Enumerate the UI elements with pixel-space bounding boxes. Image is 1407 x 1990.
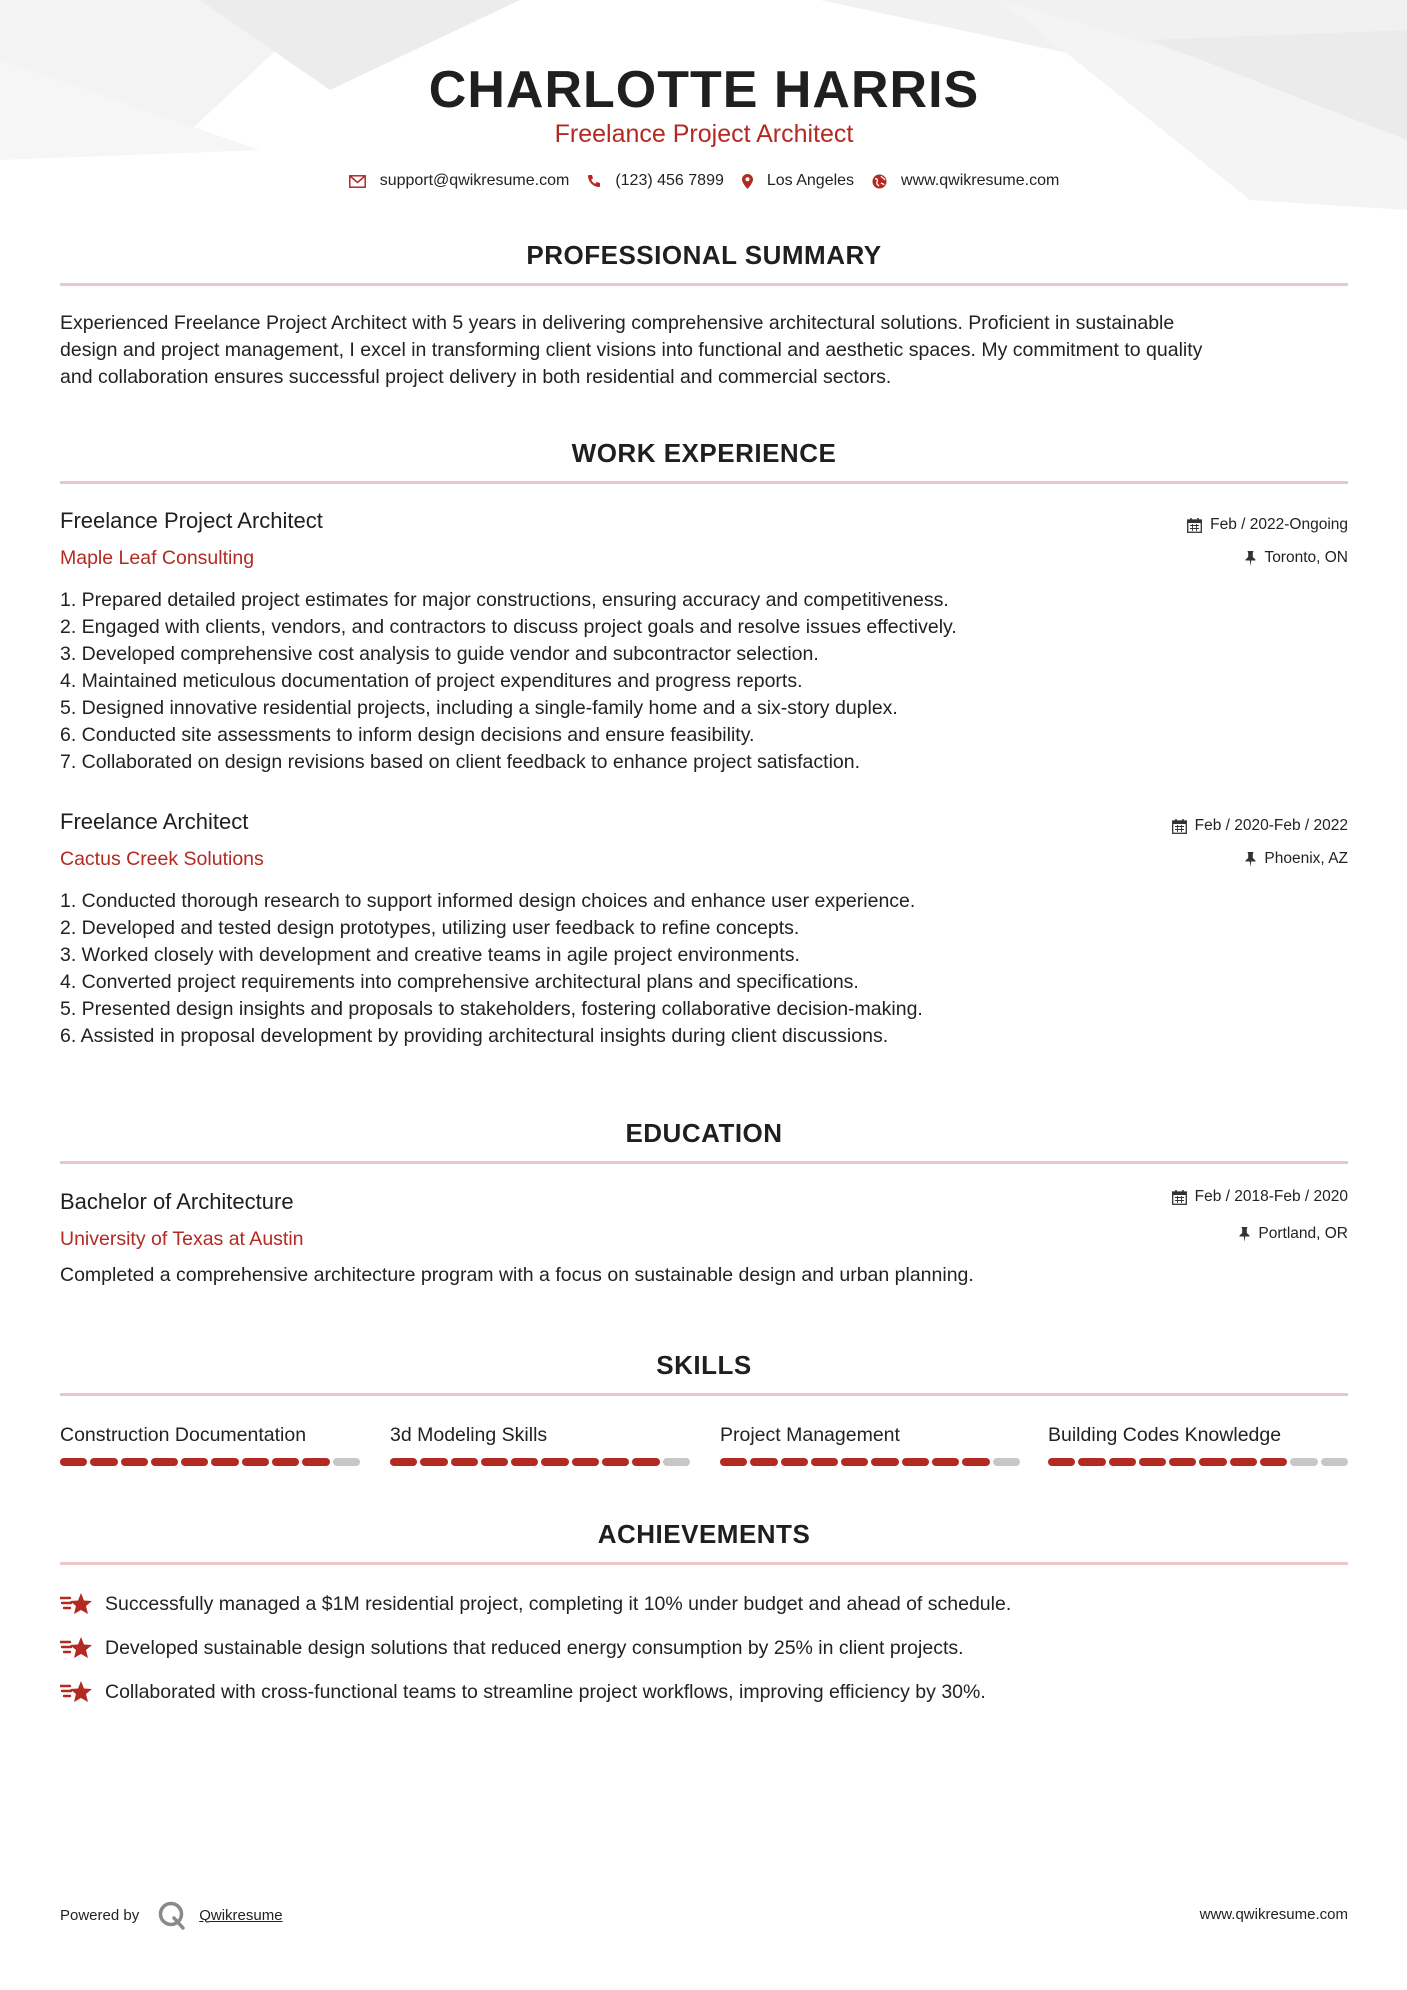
job-dates-text: Feb / 2020-Feb / 2022 <box>1194 817 1348 834</box>
skill-name: Building Codes Knowledge <box>1048 1424 1282 1446</box>
skill-segment-empty <box>1290 1458 1317 1466</box>
job-bullet: 6. Assisted in proposal development by providing architectural insights during client discussions. <box>60 1025 889 1047</box>
skills-grid <box>60 1420 1348 1480</box>
pushpin-icon <box>1245 852 1256 867</box>
skill-segment-filled <box>1199 1458 1226 1466</box>
skill-segment-filled <box>121 1458 148 1466</box>
achievement-text: Developed sustainable design solutions that reduced energy consumption by 25% in client projects. <box>105 1636 964 1659</box>
job-bullet: 4. Maintained meticulous documentation of project expenditures and progress reports. <box>60 670 803 692</box>
education-divider <box>60 1161 1348 1164</box>
skill-segment-filled <box>750 1458 777 1466</box>
skill-segment-filled <box>451 1458 478 1466</box>
job-location <box>1245 549 1348 567</box>
contact-email[interactable] <box>349 172 570 190</box>
skill-segment-filled <box>1260 1458 1287 1466</box>
powered-by-label: Powered by <box>60 1906 140 1924</box>
skill-segment-filled <box>1169 1458 1196 1466</box>
summary-text <box>60 310 1348 391</box>
skill-segment-empty <box>993 1458 1020 1466</box>
job-bullet: 4. Converted project requirements into comprehensive architectural plans and specifications. <box>60 971 859 993</box>
company-name: Maple Leaf Consulting <box>60 547 255 569</box>
skill-segment-filled <box>1139 1458 1166 1466</box>
summary-section-title: PROFESSIONAL SUMMARY <box>526 240 882 270</box>
globe-icon <box>872 174 887 189</box>
skill-segment-filled <box>302 1458 329 1466</box>
skill-segment-filled <box>962 1458 989 1466</box>
school-name: University of Texas at Austin <box>60 1228 304 1250</box>
contact-phone[interactable] <box>587 172 724 190</box>
envelope-icon <box>349 175 366 188</box>
website-text: www.qwikresume.com <box>901 172 1060 189</box>
skill-item <box>1048 1420 1348 1466</box>
skill-name: Project Management <box>720 1424 900 1446</box>
job-title: Freelance Project Architect <box>60 508 323 533</box>
calendar-icon <box>1172 819 1187 834</box>
job-bullet: 6. Conducted site assessments to inform design decisions and ensure feasibility. <box>60 724 755 746</box>
skill-segment-filled <box>1230 1458 1257 1466</box>
job-bullets <box>60 888 1348 1050</box>
skill-segment-filled <box>572 1458 599 1466</box>
job-location-text: Toronto, ON <box>1264 549 1348 566</box>
achievement-text: Successfully managed a $1M residential project, completing it 10% under budget and ahead of schedule. <box>105 1592 1012 1615</box>
job-bullet: 3. Worked closely with development and creative teams in agile project environments. <box>60 944 800 966</box>
skill-item <box>720 1420 1020 1466</box>
skill-segment-filled <box>151 1458 178 1466</box>
shooting-star-icon <box>60 1679 93 1705</box>
skill-segment-filled <box>272 1458 299 1466</box>
job-bullet: 5. Presented design insights and proposals to stakeholders, fostering collaborative decision-making. <box>60 998 923 1020</box>
skill-segment-filled <box>932 1458 959 1466</box>
skill-segment-filled <box>720 1458 747 1466</box>
job-bullet: 1. Prepared detailed project estimates for major constructions, ensuring accuracy and competitiveness. <box>60 589 949 611</box>
contact-location <box>742 172 854 190</box>
skill-segment-filled <box>811 1458 838 1466</box>
skill-level-bar <box>60 1458 360 1466</box>
education-dates-text: Feb / 2018-Feb / 2020 <box>1194 1188 1348 1205</box>
pushpin-icon <box>1245 551 1256 566</box>
skill-level-bar <box>1048 1458 1348 1466</box>
job-bullets <box>60 587 1348 776</box>
skill-segment-filled <box>420 1458 447 1466</box>
skill-item <box>60 1420 360 1466</box>
summary-line: design and project management, I excel in transforming client visions into functional and aesthetic spaces. My commitment to quality <box>60 339 1203 361</box>
candidate-name: CHARLOTTE HARRIS <box>428 61 980 119</box>
job-title: Freelance Architect <box>60 809 249 834</box>
achievements-divider <box>60 1562 1348 1565</box>
achievement-text: Collaborated with cross-functional teams to streamline project workflows, improving efficiency by 30%. <box>105 1680 986 1703</box>
contact-bar <box>60 172 1348 190</box>
skill-segment-empty <box>1321 1458 1348 1466</box>
education-location <box>1239 1225 1348 1243</box>
shooting-star-icon <box>60 1591 93 1617</box>
phone-icon <box>587 174 601 188</box>
achievements-section-title: ACHIEVEMENTS <box>597 1519 811 1549</box>
job-bullet: 7. Collaborated on design revisions based on client feedback to enhance project satisfaction. <box>60 751 861 773</box>
skills-divider <box>60 1393 1348 1396</box>
company-name: Cactus Creek Solutions <box>60 848 264 870</box>
skill-segment-filled <box>541 1458 568 1466</box>
job-dates <box>1187 516 1348 534</box>
location-text: Los Angeles <box>766 172 855 189</box>
skill-segment-filled <box>90 1458 117 1466</box>
job-bullet: 5. Designed innovative residential projects, including a single-family home and a six-story duplex. <box>60 697 898 719</box>
skill-segment-filled <box>1048 1458 1075 1466</box>
skill-segment-filled <box>1109 1458 1136 1466</box>
job-location <box>1245 850 1348 868</box>
calendar-icon <box>1172 1190 1187 1205</box>
experience-divider <box>60 481 1348 484</box>
skill-level-bar <box>720 1458 1020 1466</box>
education-description: Completed a comprehensive architecture program with a focus on sustainable design and urban planning. <box>60 1264 974 1286</box>
summary-divider <box>60 283 1348 286</box>
skill-level-bar <box>390 1458 690 1466</box>
skill-segment-filled <box>481 1458 508 1466</box>
calendar-icon <box>1187 518 1202 533</box>
job-bullet: 1. Conducted thorough research to support informed design choices and enhance user experience. <box>60 890 916 912</box>
map-marker-icon <box>742 174 753 189</box>
contact-website[interactable] <box>872 172 1059 190</box>
skill-segment-filled <box>871 1458 898 1466</box>
skill-name: Construction Documentation <box>60 1424 307 1446</box>
summary-line: and collaboration ensures successful project delivery in both residential and commercial sectors. <box>60 366 892 388</box>
skill-segment-filled <box>602 1458 629 1466</box>
skills-section-title: SKILLS <box>656 1350 752 1380</box>
shooting-star-icon <box>60 1635 93 1661</box>
qwikresume-logo-icon <box>157 1900 187 1930</box>
email-text: support@qwikresume.com <box>379 172 570 189</box>
skill-segment-filled <box>902 1458 929 1466</box>
achievement-item <box>60 1591 1348 1617</box>
skill-segment-filled <box>242 1458 269 1466</box>
skill-segment-filled <box>1078 1458 1105 1466</box>
skill-segment-filled <box>211 1458 238 1466</box>
skill-segment-filled <box>841 1458 868 1466</box>
skill-segment-filled <box>781 1458 808 1466</box>
phone-text: (123) 456 7899 <box>615 172 724 189</box>
achievement-item <box>60 1679 1348 1705</box>
job-bullet: 3. Developed comprehensive cost analysis to guide vendor and subcontractor selection. <box>60 643 819 665</box>
skill-segment-filled <box>632 1458 659 1466</box>
achievement-item <box>60 1635 1348 1661</box>
candidate-headline: Freelance Project Architect <box>554 120 854 148</box>
pushpin-icon <box>1239 1227 1250 1242</box>
qwikresume-link[interactable]: Qwikresume <box>199 1906 283 1924</box>
footer-powered-by <box>60 1900 283 1930</box>
skill-segment-empty <box>663 1458 690 1466</box>
skill-item <box>390 1420 690 1466</box>
education-section-title: EDUCATION <box>625 1118 783 1148</box>
footer-website[interactable]: www.qwikresume.com <box>1199 1906 1348 1923</box>
skill-segment-filled <box>181 1458 208 1466</box>
skill-segment-empty <box>333 1458 360 1466</box>
summary-line: Experienced Freelance Project Architect with 5 years in delivering comprehensive architectural solutions. Proficient in sustainable <box>60 312 1175 334</box>
skill-segment-filled <box>60 1458 87 1466</box>
job-bullet: 2. Engaged with clients, vendors, and contractors to discuss project goals and resolve issues effectively. <box>60 616 957 638</box>
job-location-text: Phoenix, AZ <box>1264 850 1348 867</box>
skill-segment-filled <box>390 1458 417 1466</box>
job-bullet: 2. Developed and tested design prototypes, utilizing user feedback to refine concepts. <box>60 917 800 939</box>
skill-segment-filled <box>511 1458 538 1466</box>
job-dates-text: Feb / 2022-Ongoing <box>1210 516 1348 533</box>
education-dates <box>1172 1188 1348 1206</box>
experience-section-title: WORK EXPERIENCE <box>571 438 837 468</box>
job-dates <box>1172 817 1348 835</box>
degree-title: Bachelor of Architecture <box>60 1189 294 1214</box>
skill-name: 3d Modeling Skills <box>390 1424 548 1446</box>
education-location-text: Portland, OR <box>1258 1225 1348 1242</box>
